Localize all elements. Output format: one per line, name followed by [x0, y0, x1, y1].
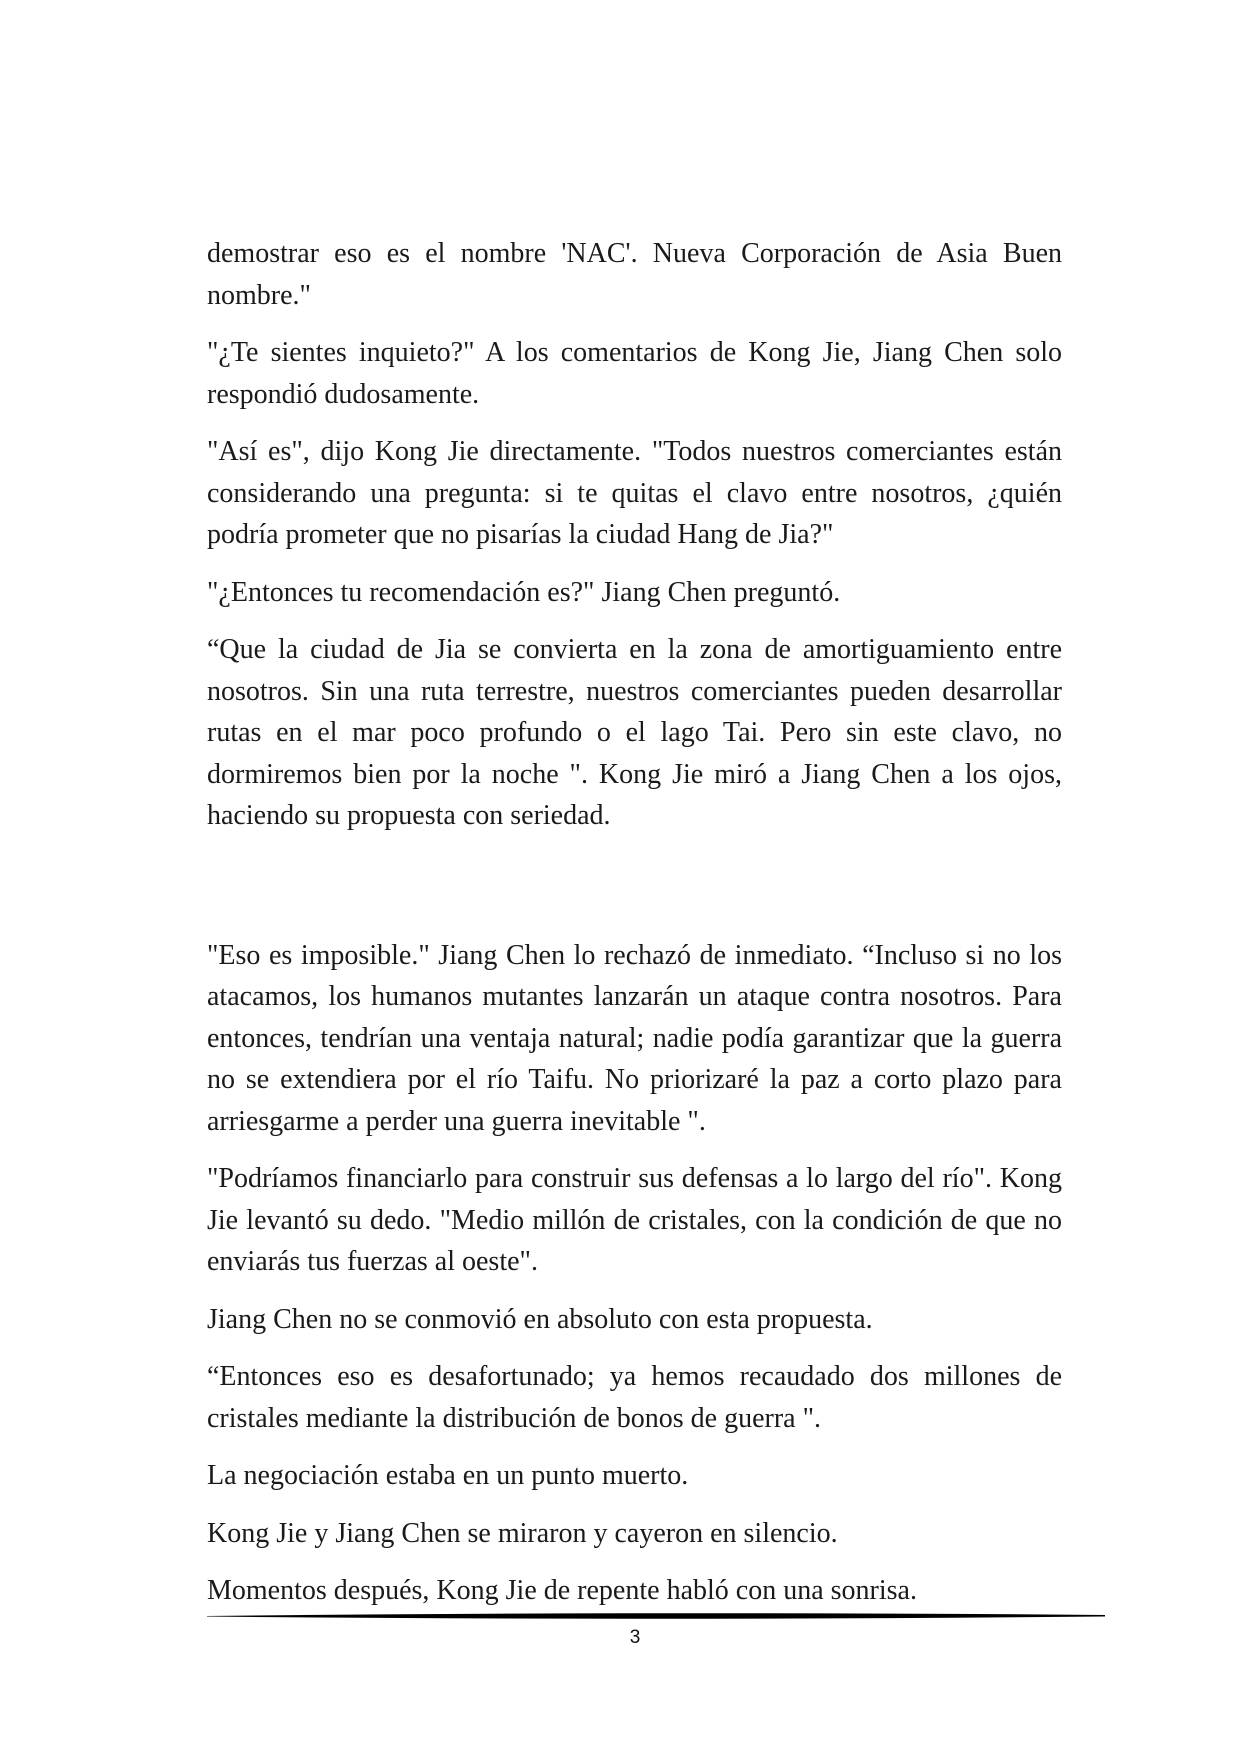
paragraph-2: "¿Te sientes inquieto?" A los comentarios de Kong Jie, Jiang Chen solo respondió dudosamente.: [207, 337, 1062, 410]
paragraph-1: demostrar eso es el nombre 'NAC'. Nueva Corporación de Asia Buen nombre.": [207, 238, 1062, 311]
footer-divider: [207, 1612, 1105, 1620]
paragraph-3: "Así es", dijo Kong Jie directamente. "Todos nuestros comerciantes están considerando una pregunta: si te quitas el clavo entre nosotros, ¿quién podría prometer que no pisarías la ciudad Hang de Jia?": [207, 436, 1062, 550]
paragraph-8: Jiang Chen no se conmovió en absoluto con esta propuesta.: [207, 1303, 873, 1335]
paragraph-5: “Que la ciudad de Jia se convierta en la zona de amortiguamiento entre nosotros. Sin una ruta terrestre, nuestros comerciantes pueden desarrollar rutas en el mar poco profundo o el lago Tai. Pero sin este clavo, no dormiremos bien por la noche ". Kong Jie miró a Jiang Chen a los ojos, haciendo su propuesta con seriedad.: [207, 634, 1062, 831]
paragraph-11: Kong Jie y Jiang Chen se miraron y cayeron en silencio.: [207, 1517, 838, 1549]
paragraph-7: "Podríamos financiarlo para construir sus defensas a lo largo del río". Kong Jie levantó su dedo. "Medio millón de cristales, con la condición de que no enviarás tus fuerzas al oeste".: [207, 1163, 1062, 1277]
paragraph-10: La negociación estaba en un punto muerto.: [207, 1460, 689, 1491]
paragraph-9: “Entonces eso es desafortunado; ya hemos recaudado dos millones de cristales mediante la distribución de bonos de guerra ".: [207, 1361, 1062, 1434]
page-number: 3: [629, 1627, 641, 1648]
paragraph-12: Momentos después, Kong Jie de repente habló con una sonrisa.: [207, 1575, 917, 1606]
paragraph-6: "Eso es imposible." Jiang Chen lo rechazó de inmediato. “Incluso si no los atacamos, los humanos mutantes lanzarán un ataque contra nosotros. Para entonces, tendrían una ventaja natural; nadie podía garantizar que la guerra no se extendiera por el río Taifu. No priorizaré la paz a corto plazo para arriesgarme a perder una guerra inevitable ".: [207, 939, 1062, 1137]
paragraph-4: "¿Entonces tu recomendación es?" Jiang Chen preguntó.: [207, 576, 841, 608]
body-text: [207, 233, 1062, 1628]
